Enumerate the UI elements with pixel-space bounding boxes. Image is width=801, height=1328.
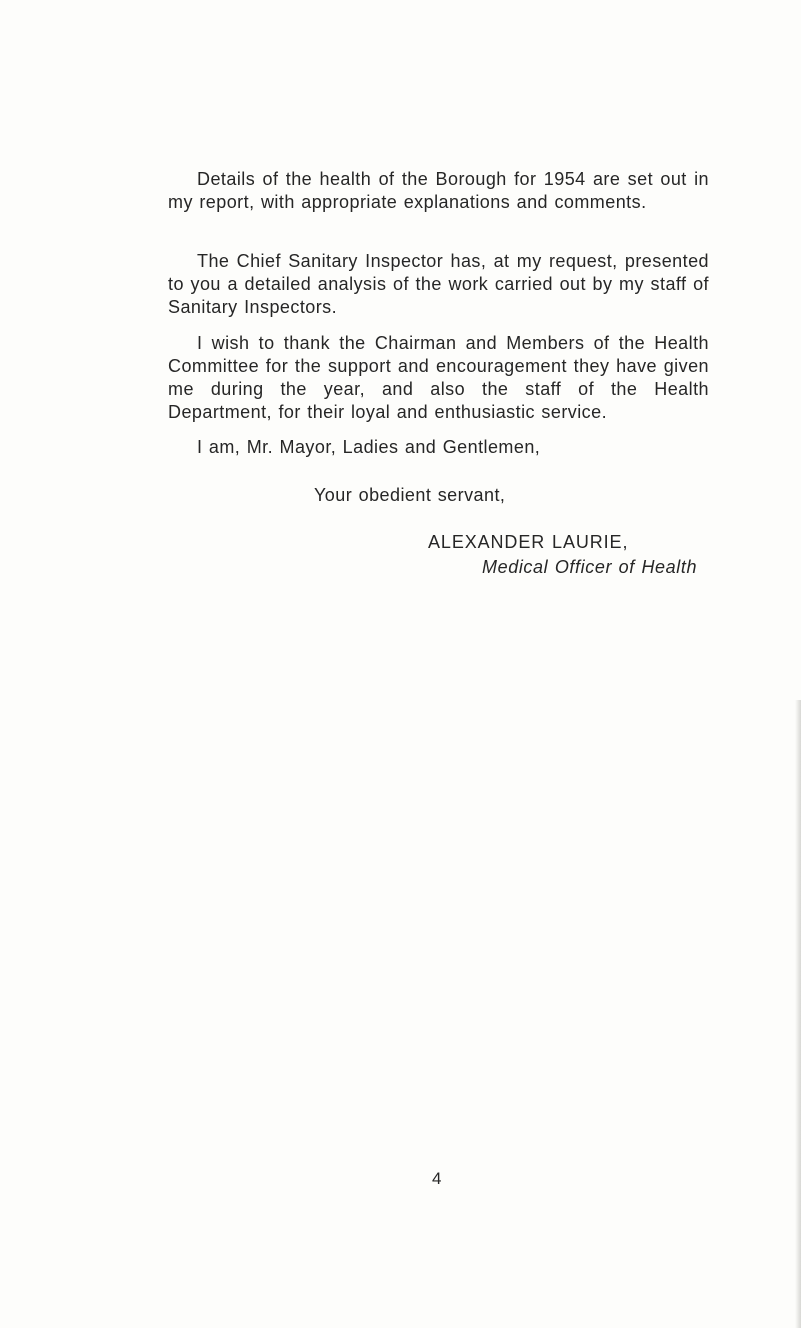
closing: Your obedient servant, — [314, 485, 506, 505]
salutation: I am, Mr. Mayor, Ladies and Gentlemen, — [197, 437, 541, 457]
page-number: 4 — [432, 1169, 442, 1188]
signatory-title: Medical Officer of Health — [482, 557, 698, 577]
paragraph-health-details: Details of the health of the Borough for 1954 are set out in my report, with appropriate explanations and comments. — [168, 169, 709, 212]
paragraph-thanks: I wish to thank the Chairman and Members of the Health Committee for the support and encouragement they have given me during the year, and also the staff of the Health Department, for their loyal and enthusiastic service. — [168, 333, 709, 422]
signatory-name: ALEXANDER LAURIE, — [428, 532, 629, 552]
paragraph-sanitary-inspector: The Chief Sanitary Inspector has, at my request, presented to you a detailed analysis of the work carried out by my staff of Sanitary Inspectors. — [168, 251, 709, 317]
page-edge-shadow — [795, 700, 801, 1328]
